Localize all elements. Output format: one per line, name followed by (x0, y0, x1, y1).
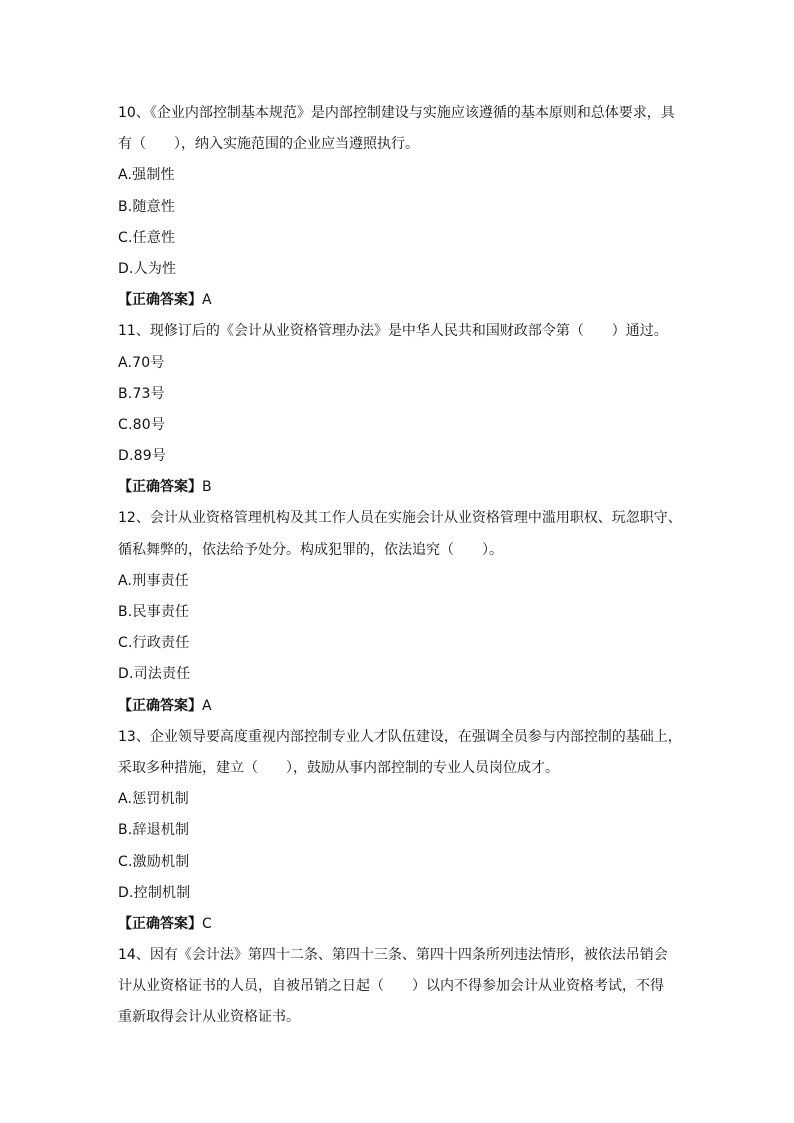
option-c: C.任意性 (118, 229, 176, 246)
option-d: D.控制机制 (118, 884, 191, 901)
option-d: D.人为性 (118, 260, 177, 277)
question-text-line: 13、企业领导要高度重视内部控制专业人才队伍建设，在强调全员参与内部控制的基础上， (118, 728, 682, 745)
question-text-line: 有（ ），纳入实施范围的企业应当遵照执行。 (118, 136, 419, 153)
answer-value: A (202, 697, 212, 714)
answer-label: 【正确答案】 (118, 292, 202, 309)
correct-answer (118, 909, 678, 940)
question-text-line: 12、会计从业资格管理机构及其工作人员在实施会计从业资格管理中滥用职权、玩忽职守、 (118, 510, 682, 527)
document-page (118, 98, 682, 1034)
correct-answer (118, 691, 678, 722)
question-text-line: 10、《企业内部控制基本规范》是内部控制建设与实施应该遵循的基本原则和总体要求，具 (118, 105, 675, 121)
answer-value: A (202, 292, 212, 309)
option-b: B.73号 (118, 385, 165, 402)
question-13 (118, 722, 682, 940)
option-d: D.司法责任 (118, 666, 191, 683)
option-b: B.辞退机制 (118, 822, 190, 839)
question-text-line: 计从业资格证书的人员，自被吊销之日起（ ）以内不得参加会计从业资格考试，不得 (118, 978, 664, 995)
option-a: A.70号 (118, 354, 165, 371)
option-a: A.强制性 (118, 167, 175, 184)
answer-label: 【正确答案】 (118, 697, 202, 714)
option-b: B.民事责任 (118, 604, 190, 620)
option-c: C.激励机制 (118, 853, 190, 870)
option-b: B.随意性 (118, 198, 176, 215)
answer-value: C (202, 915, 212, 932)
correct-answer (118, 285, 678, 316)
question-text-line: 14、因有《会计法》第四十二条、第四十三条、第四十四条所列违法情形，被依法吊销会 (118, 947, 668, 964)
option-d: D.89号 (118, 448, 167, 465)
option-a: A.刑事责任 (118, 572, 189, 589)
question-text-line: 采取多种措施，建立（ ），鼓励从事内部控制的专业人员岗位成才。 (118, 759, 559, 776)
question-11 (118, 316, 678, 503)
question-text-line: 11、现修订后的《会计从业资格管理办法》是中华人民共和国财政部令第（ ）通过。 (118, 323, 668, 340)
question-10 (118, 98, 678, 316)
question-14 (118, 940, 678, 1034)
question-text-line: 重新取得会计从业资格证书。 (118, 1009, 300, 1026)
answer-value: B (202, 479, 212, 496)
option-c: C.80号 (118, 416, 166, 433)
question-12 (118, 503, 682, 721)
correct-answer (118, 472, 678, 503)
option-c: C.行政责任 (118, 635, 190, 652)
answer-label: 【正确答案】 (118, 479, 202, 496)
answer-label: 【正确答案】 (118, 915, 202, 932)
option-a: A.惩罚机制 (118, 791, 189, 808)
question-text-line: 循私舞弊的，依法给予处分。构成犯罪的，依法追究（ ）。 (118, 541, 503, 558)
